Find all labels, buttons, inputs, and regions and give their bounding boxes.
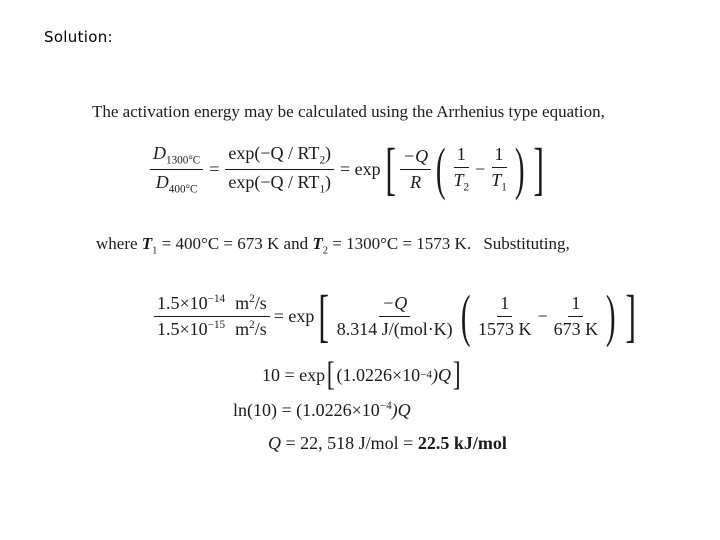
bracket-open: [	[326, 356, 335, 393]
bracket-close: ]	[624, 283, 636, 348]
one-over-673	[551, 293, 602, 340]
unit-sq: 2	[249, 292, 255, 305]
q-over-gas-constant	[334, 293, 456, 340]
substituted-equation	[154, 283, 640, 348]
paren-close: )	[606, 283, 616, 348]
exp-num-sub: 2	[319, 154, 326, 167]
t2-value: = 1300°C = 1573 K.	[332, 234, 472, 253]
t2-sub: 2	[463, 181, 470, 194]
exp-den-sub: 1	[319, 183, 326, 196]
ln-lhs: ln(10) = (1.0226×10	[233, 400, 380, 420]
equals-exp: = exp	[273, 305, 315, 326]
close-q: )Q	[432, 364, 451, 385]
one-over-t2	[450, 144, 472, 194]
substituting-word: Substituting,	[483, 234, 570, 253]
d-sub-1300: 1300°C	[166, 154, 201, 167]
exp-den-close: )	[325, 171, 332, 192]
r-symbol: R	[410, 171, 422, 192]
q-over-r	[400, 146, 431, 193]
coefficient: (1.0226×10	[336, 364, 421, 385]
paren-open: (	[460, 283, 471, 348]
bracket-open: [	[385, 136, 396, 202]
den-unit: m	[235, 318, 250, 339]
t-high: 1573 K	[478, 318, 532, 339]
num-unit: m	[235, 292, 250, 313]
exp-den: exp(−Q / RT	[228, 171, 320, 192]
t-symbol: T	[453, 170, 464, 191]
bracket-close: ]	[452, 356, 461, 393]
t1-symbol: T	[141, 234, 153, 253]
coef-exp: −4	[420, 369, 432, 381]
t-symbol: T	[491, 170, 502, 191]
t-low: 673 K	[553, 318, 599, 339]
exp-equation	[262, 356, 462, 393]
exp-lhs: 10 = exp	[262, 364, 326, 385]
den-exp: −15	[207, 318, 226, 331]
unit-per: /s	[254, 318, 267, 339]
d-symbol: D	[155, 171, 169, 192]
minus-sign: −	[537, 305, 548, 326]
equals-exp: = exp	[340, 158, 381, 179]
exp-num-close: )	[325, 143, 332, 163]
d-sub-400: 400°C	[168, 183, 198, 196]
where-word: where	[96, 234, 138, 253]
q-symbol: Q	[268, 433, 281, 453]
num-exp: −14	[207, 292, 226, 305]
diffusivity-ratio	[150, 143, 203, 195]
bracket-open: [	[318, 283, 330, 348]
one: 1	[568, 293, 583, 317]
minus-q: −Q	[379, 293, 410, 317]
arrhenius-ratio-equation: $\frac{D_{1300^\circ C}}{D_{400^\circ C}}$ = $\frac{\exp(-Q / RT_2)}{\exp(-Q / RT_1)}$ = exp [ $\frac{-Q}{R}$ ( $\frac{1}{T_2}$ − $\frac{1}{T_1}$ ) ]	[150, 143, 548, 195]
ln-equation	[233, 400, 411, 421]
final-answer: 22.5 kJ/mol	[417, 433, 507, 453]
t1-sub: 1	[152, 245, 158, 257]
intro-text: The activation energy may be calculated using the Arrhenius type equation,	[92, 102, 605, 121]
bracket-close: ]	[533, 136, 545, 202]
one: 1	[492, 144, 507, 168]
minus-sign: −	[475, 158, 486, 179]
d-symbol: D	[153, 143, 166, 163]
num-coef: 1.5×10	[157, 292, 208, 313]
t1-sub: 1	[501, 181, 507, 194]
paren-close: )	[514, 136, 525, 202]
one-over-1573	[475, 293, 535, 340]
one: 1	[497, 293, 512, 317]
t2-sub: 2	[322, 245, 328, 257]
minus-q: −Q	[400, 146, 431, 170]
diffusivity-value-ratio	[154, 293, 270, 340]
where-line	[96, 234, 570, 256]
one-over-t1	[488, 144, 510, 194]
close-q: )Q	[391, 400, 411, 420]
gas-constant: 8.314 J/(mol·K)	[336, 318, 453, 339]
t2-symbol: T	[312, 234, 323, 253]
result-equation	[268, 433, 507, 454]
exp-num: exp(−Q / RT	[228, 143, 320, 163]
one: 1	[454, 144, 469, 168]
unit-sq: 2	[249, 318, 255, 331]
slide-heading: Solution:	[44, 28, 113, 46]
den-coef: 1.5×10	[157, 318, 208, 339]
paren-open: (	[435, 136, 446, 202]
unit-per: /s	[254, 292, 267, 313]
q-value: = 22, 518 J/mol =	[285, 433, 414, 453]
exp-ratio	[225, 143, 334, 195]
t1-value: = 400°C = 673 K and	[161, 234, 309, 253]
coef-exp: −4	[379, 400, 392, 412]
